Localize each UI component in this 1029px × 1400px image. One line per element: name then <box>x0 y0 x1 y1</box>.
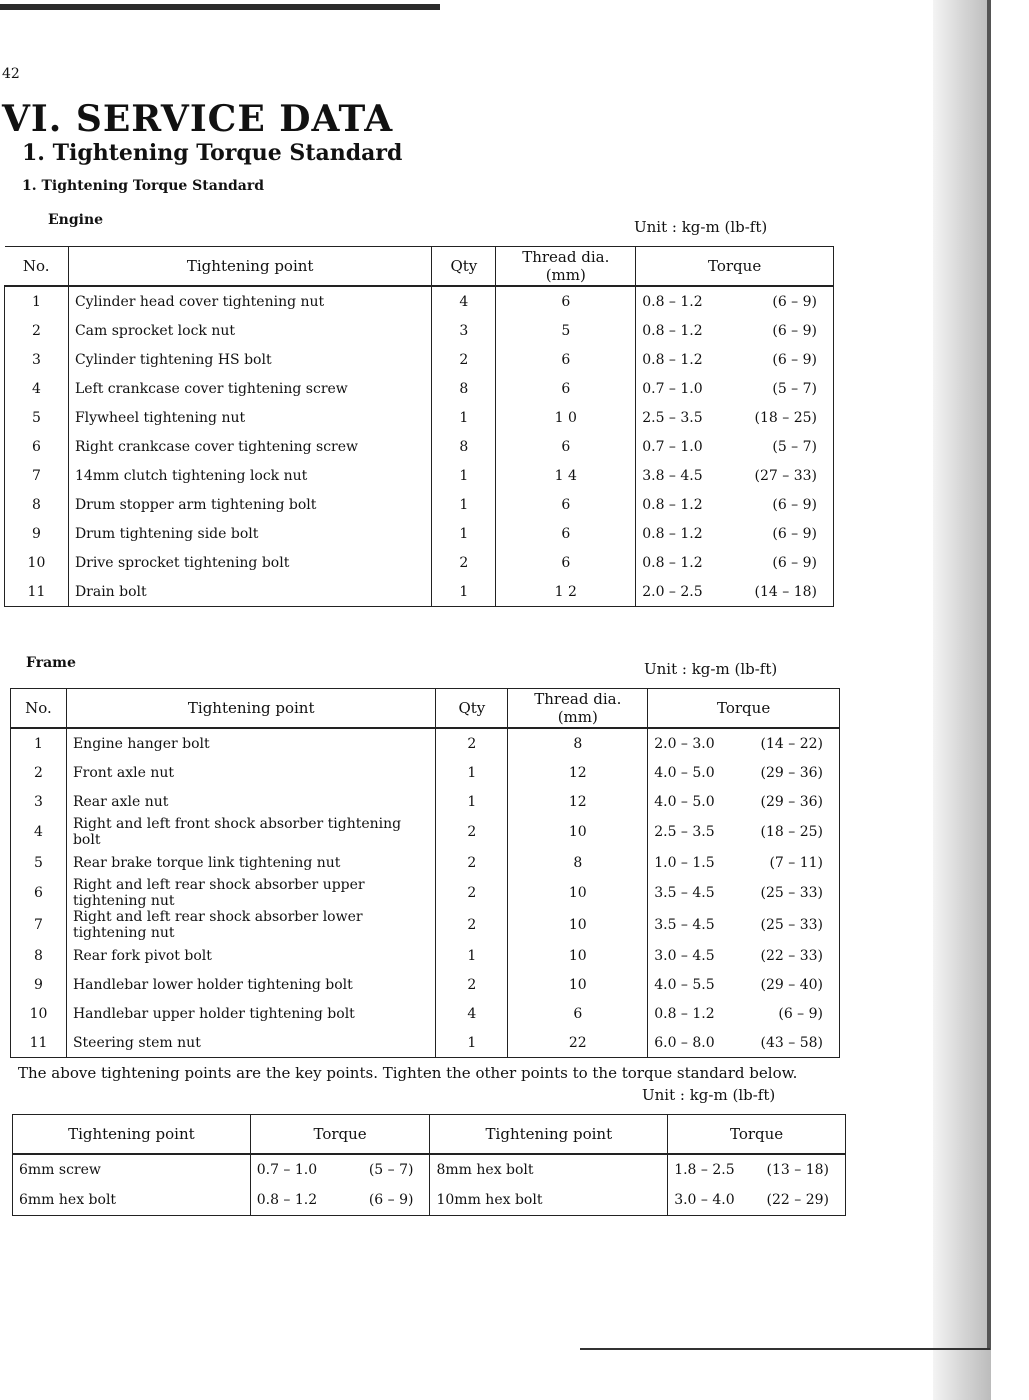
page-number: 42 <box>2 66 20 82</box>
torque-cell <box>636 548 834 577</box>
torque-lbft: (18 – 25) <box>754 409 817 426</box>
torque-lbft: (5 – 7) <box>772 438 817 455</box>
table-header-row <box>11 689 840 729</box>
tightening-point: Right and left front shock absorber tightening bolt <box>66 816 435 848</box>
quantity: 2 <box>432 548 496 577</box>
torque-lbft: (7 – 11) <box>769 854 823 871</box>
table-row <box>11 758 840 787</box>
torque-kgm: 3.0 – 4.5 <box>654 947 715 964</box>
tightening-point: Flywheel tightening nut <box>68 403 431 432</box>
row-number: 11 <box>5 577 69 607</box>
torque-lbft: (27 – 33) <box>754 467 817 484</box>
table-header-row <box>5 247 834 287</box>
subsection-title: 1. Tightening Torque Standard <box>22 178 265 194</box>
torque-cell <box>636 345 834 374</box>
torque-kgm: 3.5 – 4.5 <box>654 917 715 933</box>
tightening-point: Handlebar lower holder tightening bolt <box>66 970 435 999</box>
table-row <box>11 999 840 1028</box>
torque-kgm: 0.8 – 1.2 <box>642 322 703 339</box>
section-title: 1. Tightening Torque Standard <box>22 140 403 166</box>
torque-cell <box>668 1154 846 1185</box>
torque-cell <box>648 787 840 816</box>
thread-diameter: 12 <box>508 787 648 816</box>
torque-kgm: 2.5 – 3.5 <box>642 409 703 426</box>
quantity: 2 <box>436 877 508 909</box>
torque-lbft: (6 – 9) <box>778 1005 823 1022</box>
torque-cell <box>636 403 834 432</box>
torque-lbft: (43 – 58) <box>760 1034 823 1051</box>
torque-kgm: 1.8 – 2.5 <box>674 1162 735 1178</box>
torque-kgm: 0.7 – 1.0 <box>642 438 703 455</box>
torque-lbft: (5 – 7) <box>772 380 817 397</box>
table-row <box>11 728 840 758</box>
thread-diameter: 12 <box>508 758 648 787</box>
torque-lbft: (18 – 25) <box>760 824 823 840</box>
table-row <box>5 403 834 432</box>
tightening-point: 8mm hex bolt <box>430 1154 668 1185</box>
torque-cell <box>648 848 840 877</box>
table-row <box>13 1154 846 1185</box>
torque-cell <box>636 286 834 316</box>
tightening-point: Right and left rear shock absorber lower tightening nut <box>66 909 435 941</box>
quantity: 1 <box>436 1028 508 1058</box>
thread-diameter: 10 <box>508 816 648 848</box>
torque-values <box>642 410 827 426</box>
row-number: 11 <box>11 1028 67 1058</box>
header-point-a: Tightening point <box>13 1115 251 1155</box>
thread-diameter: 6 <box>496 519 636 548</box>
header-no: No. <box>11 689 67 729</box>
torque-lbft: (14 – 22) <box>760 735 823 752</box>
torque-lbft: (13 – 18) <box>766 1162 829 1178</box>
torque-kgm: 3.0 – 4.0 <box>674 1192 735 1208</box>
table-row <box>11 970 840 999</box>
torque-values <box>654 977 833 993</box>
header-torque: Torque <box>648 689 840 729</box>
torque-cell <box>250 1154 430 1185</box>
frame-unit-label: Unit : kg-m (lb-ft) <box>644 660 778 678</box>
torque-cell <box>648 999 840 1028</box>
tightening-point: Rear axle nut <box>66 787 435 816</box>
row-number: 4 <box>5 374 69 403</box>
torque-kgm: 0.8 – 1.2 <box>642 293 703 310</box>
row-number: 1 <box>5 286 69 316</box>
torque-lbft: (14 – 18) <box>754 583 817 600</box>
row-number: 2 <box>5 316 69 345</box>
torque-kgm: 6.0 – 8.0 <box>654 1034 715 1051</box>
torque-cell <box>636 316 834 345</box>
row-number: 9 <box>11 970 67 999</box>
bottom-edge-line <box>580 1348 990 1350</box>
thread-diameter: 10 <box>508 877 648 909</box>
table-row <box>5 374 834 403</box>
tightening-point: Cylinder tightening HS bolt <box>68 345 431 374</box>
quantity: 1 <box>432 577 496 607</box>
thread-diameter: 6 <box>496 345 636 374</box>
quantity: 2 <box>432 345 496 374</box>
header-thread: Thread dia. (mm) <box>496 247 636 287</box>
torque-kgm: 2.0 – 2.5 <box>642 583 703 600</box>
torque-kgm: 1.0 – 1.5 <box>654 854 715 871</box>
thread-diameter: 6 <box>496 548 636 577</box>
torque-kgm: 2.5 – 3.5 <box>654 824 715 840</box>
quantity: 8 <box>432 374 496 403</box>
page-binding-line <box>987 0 991 1350</box>
thread-diameter: 22 <box>508 1028 648 1058</box>
torque-lbft: (6 – 9) <box>772 322 817 339</box>
thread-diameter: 6 <box>496 490 636 519</box>
torque-lbft: (22 – 33) <box>760 947 823 964</box>
quantity: 2 <box>436 728 508 758</box>
torque-cell <box>648 728 840 758</box>
table-row <box>5 432 834 461</box>
tightening-point: 6mm screw <box>13 1154 251 1185</box>
header-qty: Qty <box>436 689 508 729</box>
torque-values <box>642 555 827 571</box>
thread-diameter: 5 <box>496 316 636 345</box>
tightening-point: Engine hanger bolt <box>66 728 435 758</box>
torque-cell <box>648 970 840 999</box>
torque-kgm: 0.8 – 1.2 <box>256 1192 318 1208</box>
torque-kgm: 4.0 – 5.5 <box>654 976 715 993</box>
header-torque: Torque <box>636 247 834 287</box>
torque-values <box>654 885 833 901</box>
torque-values <box>654 1006 833 1022</box>
torque-cell <box>648 758 840 787</box>
tightening-point: Cam sprocket lock nut <box>68 316 431 345</box>
table-row <box>5 548 834 577</box>
table-row <box>5 577 834 607</box>
thread-diameter: 6 <box>496 286 636 316</box>
torque-cell <box>636 461 834 490</box>
torque-values <box>654 855 833 871</box>
torque-lbft: (29 – 36) <box>760 764 823 781</box>
quantity: 4 <box>432 286 496 316</box>
quantity: 2 <box>436 848 508 877</box>
torque-kgm: 4.0 – 5.0 <box>654 793 715 810</box>
torque-lbft: (6 – 9) <box>772 351 817 368</box>
torque-cell <box>648 941 840 970</box>
torque-kgm: 3.8 – 4.5 <box>642 467 703 484</box>
torque-values <box>654 736 833 752</box>
torque-cell <box>250 1185 430 1216</box>
quantity: 1 <box>432 519 496 548</box>
other-torque-table <box>12 1114 846 1216</box>
header-torque-b: Torque <box>668 1115 846 1155</box>
torque-kgm: 0.8 – 1.2 <box>642 554 703 571</box>
tightening-point: Drum tightening side bolt <box>68 519 431 548</box>
quantity: 1 <box>432 490 496 519</box>
row-number: 4 <box>11 816 67 848</box>
torque-lbft: (29 – 40) <box>760 976 823 993</box>
tightening-point: 6mm hex bolt <box>13 1185 251 1216</box>
torque-lbft: (29 – 36) <box>760 793 823 810</box>
row-number: 5 <box>11 848 67 877</box>
page-binding-shadow <box>933 0 991 1400</box>
torque-kgm: 0.8 – 1.2 <box>642 496 703 513</box>
table-row <box>11 877 840 909</box>
torque-kgm: 4.0 – 5.0 <box>654 764 715 781</box>
torque-kgm: 2.0 – 3.0 <box>654 735 715 752</box>
torque-cell <box>636 519 834 548</box>
row-number: 6 <box>11 877 67 909</box>
frame-torque-table <box>10 688 840 1058</box>
torque-values <box>654 948 833 964</box>
torque-values <box>642 323 827 339</box>
torque-kgm: 0.7 – 1.0 <box>256 1162 318 1178</box>
torque-lbft: (22 – 29) <box>766 1192 829 1208</box>
torque-values <box>642 352 827 368</box>
table-row <box>13 1185 846 1216</box>
torque-kgm: 0.8 – 1.2 <box>654 1005 715 1022</box>
table-row <box>5 490 834 519</box>
quantity: 2 <box>436 816 508 848</box>
row-number: 7 <box>5 461 69 490</box>
tightening-point: Front axle nut <box>66 758 435 787</box>
torque-values <box>642 294 827 310</box>
torque-values <box>654 824 833 840</box>
table-header-row <box>13 1115 846 1155</box>
torque-values <box>257 1162 424 1178</box>
torque-values <box>642 526 827 542</box>
row-number: 10 <box>5 548 69 577</box>
torque-cell <box>648 816 840 848</box>
other-unit-label: Unit : kg-m (lb-ft) <box>642 1086 776 1104</box>
quantity: 4 <box>436 999 508 1028</box>
tightening-point: 10mm hex bolt <box>430 1185 668 1216</box>
thread-diameter: 8 <box>508 848 648 877</box>
thread-diameter: 6 <box>508 999 648 1028</box>
torque-kgm: 3.5 – 4.5 <box>654 885 715 901</box>
torque-cell <box>636 432 834 461</box>
tightening-point: Drain bolt <box>68 577 431 607</box>
table-row <box>11 848 840 877</box>
quantity: 1 <box>432 403 496 432</box>
engine-torque-table <box>4 246 834 607</box>
row-number: 9 <box>5 519 69 548</box>
thread-diameter: 6 <box>496 432 636 461</box>
table-row <box>11 1028 840 1058</box>
table-row <box>5 316 834 345</box>
quantity: 8 <box>432 432 496 461</box>
table-row <box>11 787 840 816</box>
tightening-point: Drive sprocket tightening bolt <box>68 548 431 577</box>
torque-cell <box>648 877 840 909</box>
row-number: 10 <box>11 999 67 1028</box>
row-number: 6 <box>5 432 69 461</box>
quantity: 1 <box>436 758 508 787</box>
engine-unit-label: Unit : kg-m (lb-ft) <box>634 218 768 236</box>
torque-lbft: (25 – 33) <box>760 885 823 901</box>
header-point: Tightening point <box>66 689 435 729</box>
torque-values <box>642 497 827 513</box>
torque-values <box>642 584 827 600</box>
thread-diameter: 8 <box>508 728 648 758</box>
note-text: The above tightening points are the key points. Tighten the other points to the torque standard below. <box>18 1064 798 1082</box>
header-qty: Qty <box>432 247 496 287</box>
row-number: 3 <box>11 787 67 816</box>
torque-cell <box>636 374 834 403</box>
header-thread: Thread dia. (mm) <box>508 689 648 729</box>
tightening-point: Left crankcase cover tightening screw <box>68 374 431 403</box>
torque-cell <box>648 1028 840 1058</box>
torque-lbft: (6 – 9) <box>772 496 817 513</box>
table-row <box>5 461 834 490</box>
torque-kgm: 0.8 – 1.2 <box>642 525 703 542</box>
torque-values <box>642 439 827 455</box>
quantity: 1 <box>432 461 496 490</box>
header-no: No. <box>5 247 69 287</box>
torque-kgm: 0.8 – 1.2 <box>642 351 703 368</box>
torque-values <box>674 1192 839 1208</box>
header-torque-a: Torque <box>250 1115 430 1155</box>
engine-section-title: Engine <box>48 212 104 228</box>
torque-lbft: (6 – 9) <box>772 293 817 310</box>
torque-lbft: (6 – 9) <box>772 525 817 542</box>
torque-values <box>674 1162 839 1178</box>
thread-diameter: 1 4 <box>496 461 636 490</box>
thread-diameter: 10 <box>508 941 648 970</box>
row-number: 7 <box>11 909 67 941</box>
torque-cell <box>636 490 834 519</box>
row-number: 8 <box>5 490 69 519</box>
table-row <box>5 345 834 374</box>
torque-lbft: (5 – 7) <box>368 1162 414 1178</box>
top-edge-bar <box>0 4 440 10</box>
tightening-point: Right crankcase cover tightening screw <box>68 432 431 461</box>
torque-values <box>654 917 833 933</box>
row-number: 1 <box>11 728 67 758</box>
thread-diameter: 6 <box>496 374 636 403</box>
thread-diameter: 10 <box>508 909 648 941</box>
torque-lbft: (25 – 33) <box>760 917 823 933</box>
row-number: 8 <box>11 941 67 970</box>
torque-values <box>257 1192 424 1208</box>
header-point-b: Tightening point <box>430 1115 668 1155</box>
torque-values <box>654 765 833 781</box>
thread-diameter: 10 <box>508 970 648 999</box>
torque-values <box>654 794 833 810</box>
torque-values <box>642 381 827 397</box>
table-row <box>5 519 834 548</box>
tightening-point: Steering stem nut <box>66 1028 435 1058</box>
torque-values <box>654 1035 833 1051</box>
quantity: 2 <box>436 909 508 941</box>
table-row <box>11 816 840 848</box>
tightening-point: Rear fork pivot bolt <box>66 941 435 970</box>
tightening-point: 14mm clutch tightening lock nut <box>68 461 431 490</box>
tightening-point: Right and left rear shock absorber upper tightening nut <box>66 877 435 909</box>
page-title: VI. SERVICE DATA <box>2 98 394 140</box>
row-number: 5 <box>5 403 69 432</box>
header-point: Tightening point <box>68 247 431 287</box>
thread-diameter: 1 2 <box>496 577 636 607</box>
torque-lbft: (6 – 9) <box>772 554 817 571</box>
row-number: 3 <box>5 345 69 374</box>
torque-values <box>642 468 827 484</box>
torque-cell <box>648 909 840 941</box>
thread-diameter: 1 0 <box>496 403 636 432</box>
table-row <box>11 909 840 941</box>
tightening-point: Rear brake torque link tightening nut <box>66 848 435 877</box>
tightening-point: Drum stopper arm tightening bolt <box>68 490 431 519</box>
quantity: 1 <box>436 787 508 816</box>
row-number: 2 <box>11 758 67 787</box>
quantity: 2 <box>436 970 508 999</box>
torque-cell <box>668 1185 846 1216</box>
torque-kgm: 0.7 – 1.0 <box>642 380 703 397</box>
torque-cell <box>636 577 834 607</box>
frame-section-title: Frame <box>26 655 76 671</box>
table-row <box>5 286 834 316</box>
table-row <box>11 941 840 970</box>
quantity: 3 <box>432 316 496 345</box>
tightening-point: Cylinder head cover tightening nut <box>68 286 431 316</box>
quantity: 1 <box>436 941 508 970</box>
tightening-point: Handlebar upper holder tightening bolt <box>66 999 435 1028</box>
torque-lbft: (6 – 9) <box>368 1192 414 1208</box>
